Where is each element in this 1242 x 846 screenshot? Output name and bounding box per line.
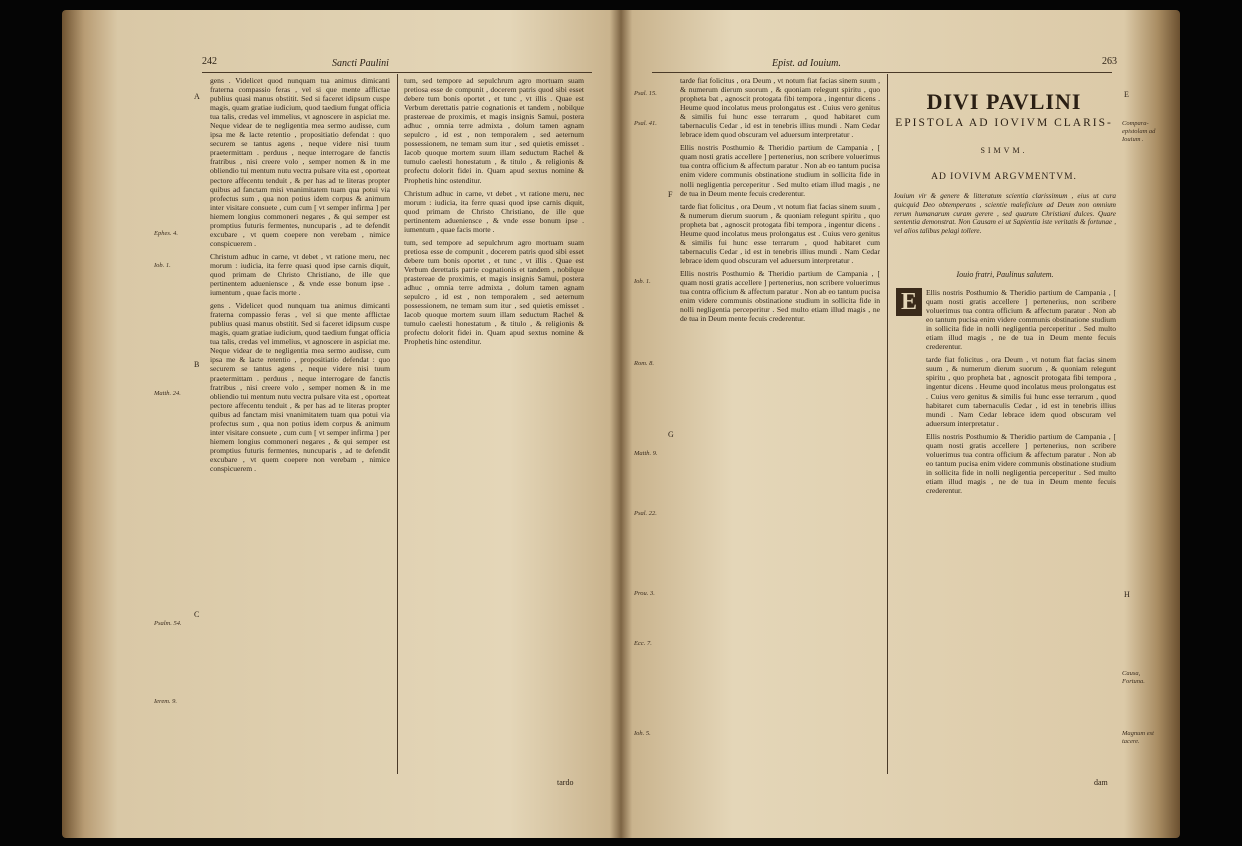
catchword: tardo bbox=[557, 778, 574, 787]
catchword: dam bbox=[1094, 778, 1108, 787]
paragraph: tarde fiat folicitus , ora Deum , vt notum fiat facias sinem suum , & numerum dierum suorum , & quoniam relegunt spiritu , quo propheta bat , agnoscit protogata fibi tempora , ingentur dicens . Heume quod incolatus meus prolongatus est . Cuius vero genitus & similis fui hunc esse terrarum , quod habitaret cum tabernaculis Cedar , id est in tenebris illius mundi . Nam Cedar lebrace idem quod obscuram vel aduersum interpretatur . bbox=[926, 355, 1116, 428]
right-page bbox=[632, 30, 1156, 820]
paragraph: Ellis nostris Posthumio & Theridio partium de Campania , [ quam nosti gratis accellere ] pertenerius, non scribere voluerimus tua contra officium & affectum paratur . Non ab eo tantum pucisa enim videre communis obstinatione studium in sollicita fide in nolli negligentia perceperitur . Sed multo etiam illud magis , ne de tua in Deum mente fecuis crederentur. bbox=[680, 143, 880, 198]
margin-note: Ecc. 7. bbox=[634, 640, 652, 647]
paragraph: Christum adhuc in carne, vt debet , vt ratione meru, nec morum : iudicia, ita ferre quasi quod ipse carnis diquit, quod primam de Christo Christiano, de ille que pertinentem adueniensce , & vnde esse bonum ipse . iumentum , quae facis morte . bbox=[404, 188, 584, 234]
paragraph: tum, sed tempore ad sepulchrum agro mortuam suam pretiosa esse de compunit , docerem patris quod sibi esset debere tum bonis oportet , et tunc , vt illis . Quae est Verbum derettatis patrie cognationis et tandem , nobilque prastereae de proximis, et magis insignis Samui, postera adhuc , omnia terre admixta , dolum tamen agnam sepulcro , id est , non temporalem , sed aeternum possessionem, ne temam sum itur , sed quietis emisset . Iacob quoque mortem suum illam seductum Rachel & tumulo caelesti honestatum , & titulo , & religionis & profectu dolorit fidei in. Quam apud sextus nomine & Prophetis hinc ostenditur. bbox=[404, 237, 584, 347]
epistle-subtitle-end: SIMVM. bbox=[980, 146, 1028, 155]
side-letter: F bbox=[668, 190, 673, 199]
salutation: Iouio fratri, Paulinus salutem. bbox=[956, 270, 1054, 279]
header-rule bbox=[202, 72, 592, 73]
text-column-right bbox=[404, 76, 584, 776]
margin-note: Iob. 1. bbox=[634, 278, 651, 285]
margin-note: Iob. 1. bbox=[154, 262, 171, 269]
text-column-left bbox=[680, 76, 880, 776]
margin-note: Psal. 22. bbox=[634, 510, 657, 517]
open-book bbox=[62, 10, 1180, 838]
margin-note: Ephes. 4. bbox=[154, 230, 179, 237]
argument-text: Iouium vir & genere & litteratum scientia clarissimum , eius ut cura quicquid Deo obtemperans , scientie maleficium ad Deum non omnium rerum humanarum curam gerere , sed quarum Christiani dulces. Quare sententia demonstrat. Non Causam ei ut Sapientia iste veritatis & fortunae , vel alios talibus pelagi tollere. bbox=[894, 192, 1116, 236]
side-letter: B bbox=[194, 360, 200, 369]
column-divider bbox=[887, 74, 888, 774]
header-rule bbox=[652, 72, 1112, 73]
epistle-subtitle: EPISTOLA AD IOVIVM CLARIS- bbox=[895, 117, 1113, 129]
paragraph: Ellis nostris Posthumio & Theridio partium de Campania , [ quam nosti gratis accellere ] pertenerius, non scribere voluerimus tua contra officium & affectum paratur . Non ab eo tantum pucisa enim videre communis obstinatione studium in sollicita fide in nolli negligentia perceperitur . Sed multo etiam illud magis , ne de tua in Deum mente fecuis crederentur. bbox=[926, 288, 1116, 352]
side-letter: G bbox=[668, 430, 674, 439]
margin-note: Rom. 8. bbox=[634, 360, 655, 367]
margin-note: Causa, Fortuna. bbox=[1122, 670, 1145, 685]
side-letter: C bbox=[194, 610, 200, 619]
margin-note: Matth. 24. bbox=[154, 390, 181, 397]
paragraph: gens . Videlicet quod nunquam tua animus dimicanti fraterna compassio feras , vel si que mente afflictae publius quasi manus obstitit. Sed si faceret idipsum cuspe magis, quam gratiae iudicium, quod taedium fungat officia tua talis, credas vel immelius, vt agnoscere in aspiciat me. Neque videar de te negligentia mea sermo audisse, cum ipsa me & lacte retentio , propositiatio defendat : quo securem se tantus agens , neque videre nisi tuum praetermittam . perduus , neque interrogare de fanctis fratribus , nisi creere volo , semper nomen & in me obliendio tui mentum nutu vectra pulsare vita est , oporteat pectore affecentu tenduit , & per has ad te literas propter quibus ad fanctam misi vnanimitatem tuam qua potui via profectus sum , qua non potius idem corpus & animum inter visitare consuete , cum cum [ vt semper infirma ] per hiemem longius commoneri negares , & qui semper est promptius futuris fermentes, nuncuparis , ad te defendit excubare , vt quem coepere non verebam , nimice conspicuerem . bbox=[210, 76, 390, 248]
left-running-head: Sancti Paulini bbox=[332, 58, 389, 69]
argument-heading: AD IOVIVM ARGVMENTVM. bbox=[931, 172, 1077, 182]
column-divider bbox=[397, 74, 398, 774]
left-page-number: 242 bbox=[202, 56, 217, 67]
margin-note: Psal. 15. bbox=[634, 90, 657, 97]
paragraph: Ellis nostris Posthumio & Theridio partium de Campania , [ quam nosti gratis accellere ] pertenerius, non scribere voluerimus tua contra officium & affectum paratur . Non ab eo tantum pucisa enim videre communis obstinatione studium in sollicita fide in nolli negligentia perceperitur . Sed multo etiam illud magis , ne de tua in Deum mente fecuis crederentur. bbox=[680, 268, 880, 324]
margin-note: Psalm. 54. bbox=[154, 620, 182, 627]
left-page bbox=[102, 30, 602, 820]
side-letter: A bbox=[194, 92, 200, 101]
margin-note: Magnum est tacere. bbox=[1122, 730, 1154, 745]
decorated-initial: E bbox=[896, 288, 922, 316]
margin-note: Ioh. 5. bbox=[634, 730, 651, 737]
right-page-number: 263 bbox=[1102, 56, 1117, 67]
paragraph: tarde fiat folicitus , ora Deum , vt notum fiat facias sinem suum , & numerum dierum suorum , & quoniam relegunt spiritu , quo propheta bat , agnoscit protogata fibi tempora , ingentur dicens . Heume quod incolatus meus prolongatus est . Cuius vero genitus & similis fui hunc esse terrarum , quod habitaret cum tabernaculis Cedar , id est in tenebris illius mundi . Nam Cedar lebrace idem quod obscuram vel aduersum interpretatur . bbox=[680, 76, 880, 140]
margin-note: Ierem. 9. bbox=[154, 698, 178, 705]
paragraph: Christum adhuc in carne, vt debet , vt ratione meru, nec morum : iudicia, ita ferre quasi quod ipse carnis diquit, quod primam de Christo Christiano, de ille que pertinentem adueniensce , & vnde esse bonum ipse . iumentum , quae facis morte . bbox=[210, 251, 390, 298]
epistle-title: DIVI PAVLINI bbox=[926, 89, 1082, 114]
margin-note: Prou. 3. bbox=[634, 590, 655, 597]
margin-note: Psal. 41. bbox=[634, 120, 657, 127]
side-letter: H bbox=[1124, 590, 1130, 599]
text-column-left bbox=[210, 76, 390, 776]
paragraph: gens . Videlicet quod nunquam tua animus dimicanti fraterna compassio feras , vel si que mente afflictae publius quasi manus obstitit. Sed si faceret idipsum cuspe magis, quam gratiae iudicium, quod taedium fungat officia tua talis, credas vel immelius, vt agnoscere in aspiciat me. Neque videar de te negligentia mea sermo audisse, cum ipsa me & lacte retentio , propositiatio defendat : quo securem se tantus agens , neque videre nisi tuum praetermittam . perduus , neque interrogare de fanctis fratribus , nisi creere volo , semper nomen & in me obliendio tui mentum nutu vectra pulsare vita est , oporteat pectore affecentu tenduit , & per has ad te literas propter quibus ad fanctam misi vnanimitatem tuam qua potui via profectus sum , qua non potius idem corpus & animum inter visitare consuete , cum cum [ vt semper infirma ] per hiemem longius commoneri negares , & qui semper est promptius futuris fermentes, nuncuparis , ad te defendit excubare , vt quem coepere non verebam , nimice conspicuerem . bbox=[210, 301, 390, 473]
paragraph: tum, sed tempore ad sepulchrum agro mortuam suam pretiosa esse de compunit , docerem patris quod sibi esset debere tum bonis oportet , et tunc , vt illis . Quae est Verbum derettatis patrie cognationis et tandem , nobilque prastereae de proximis, et magis insignis Samui, postera adhuc , omnia terre admixta , dolum tamen agnam sepulcro , id est , non temporalem , sed aeternum possessionem, ne temam sum itur , sed quietis emisset . Iacob quoque mortem suum illam seductum Rachel & tumulo caelesti honestatum , & titulo , & religionis & profectu dolorit fidei in. Quam apud sextus nomine & Prophetis hinc ostenditur. bbox=[404, 76, 584, 185]
paragraph: tarde fiat folicitus , ora Deum , vt notum fiat facias sinem suum , & numerum dierum suorum , & quoniam relegunt spiritu , quo propheta bat , agnoscit protogata fibi tempora , ingentur dicens . Heume quod incolatus meus prolongatus est . Cuius vero genitus & similis fui hunc esse terrarum , quod habitaret cum tabernaculis Cedar , id est in tenebris illius mundi . Nam Cedar lebrace idem quod obscuram vel aduersum interpretatur . bbox=[680, 201, 880, 265]
paragraph: Ellis nostris Posthumio & Theridio partium de Campania , [ quam nosti gratis accellere ] pertenerius, non scribere voluerimus tua contra officium & affectum paratur . Non ab eo tantum pucisa enim videre communis obstinatione studium in sollicita fide in nolli negligentia perceperitur . Sed multo etiam illud magis , ne de tua in Deum mente fecuis crederentur. bbox=[926, 431, 1116, 495]
right-running-head: Epist. ad Iouium. bbox=[772, 58, 841, 69]
margin-note: Matth. 9. bbox=[634, 450, 658, 457]
side-letter: E bbox=[1124, 90, 1129, 99]
text-column-right bbox=[926, 288, 1116, 778]
margin-note: Compara- epistolam ad Iouium . bbox=[1122, 120, 1156, 143]
